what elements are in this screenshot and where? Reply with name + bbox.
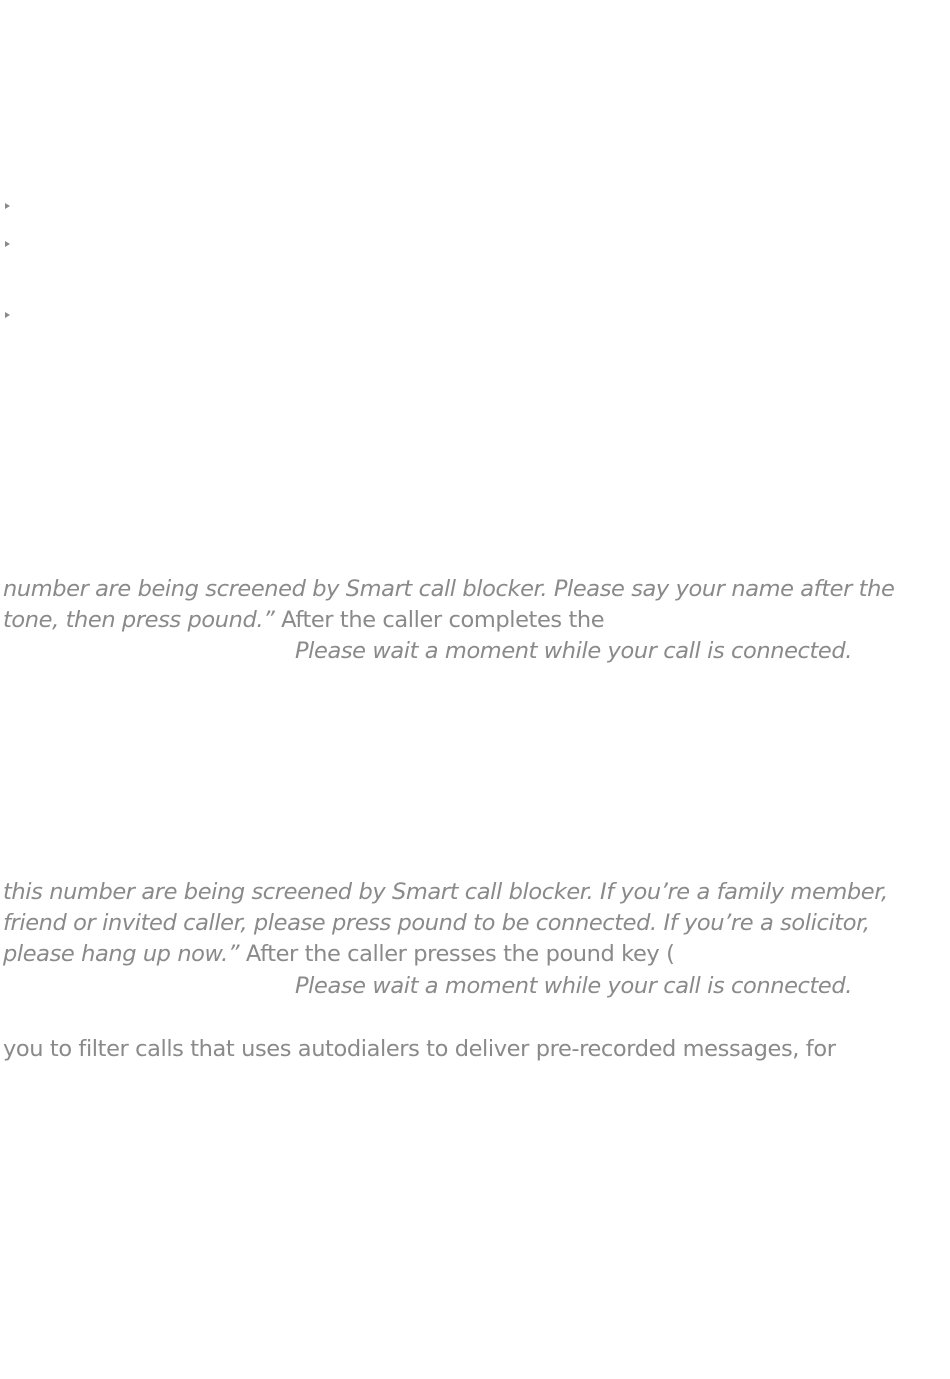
robocall-filter-text: you to filter calls that uses autodialers to deliver pre-recorded messages, for xyxy=(3,1036,836,1062)
bullet-icon xyxy=(5,312,10,318)
body-text: After the caller completes the xyxy=(274,607,605,633)
solicitor-prompt-line-3 xyxy=(3,939,674,970)
solicitor-prompt-line-1: this number are being screened by Smart call blocker. If you’re a family member, xyxy=(3,879,888,905)
screening-prompt-line-2 xyxy=(3,605,604,636)
connect-message-2: Please wait a moment while your call is connected. xyxy=(295,973,853,999)
bullet-icon xyxy=(5,203,10,209)
bullet-icon xyxy=(5,241,10,247)
prompt-quote-end: tone, then press pound.” xyxy=(3,607,275,633)
body-text: After the caller presses the pound key ( xyxy=(239,941,675,967)
solicitor-prompt-line-2: friend or invited caller, please press pound to be connected. If you’re a solicitor, xyxy=(3,910,870,936)
connect-message-1: Please wait a moment while your call is connected. xyxy=(295,638,853,664)
prompt-quote-end: please hang up now.” xyxy=(3,941,240,967)
screening-prompt-line-1: number are being screened by Smart call blocker. Please say your name after the xyxy=(3,576,895,602)
